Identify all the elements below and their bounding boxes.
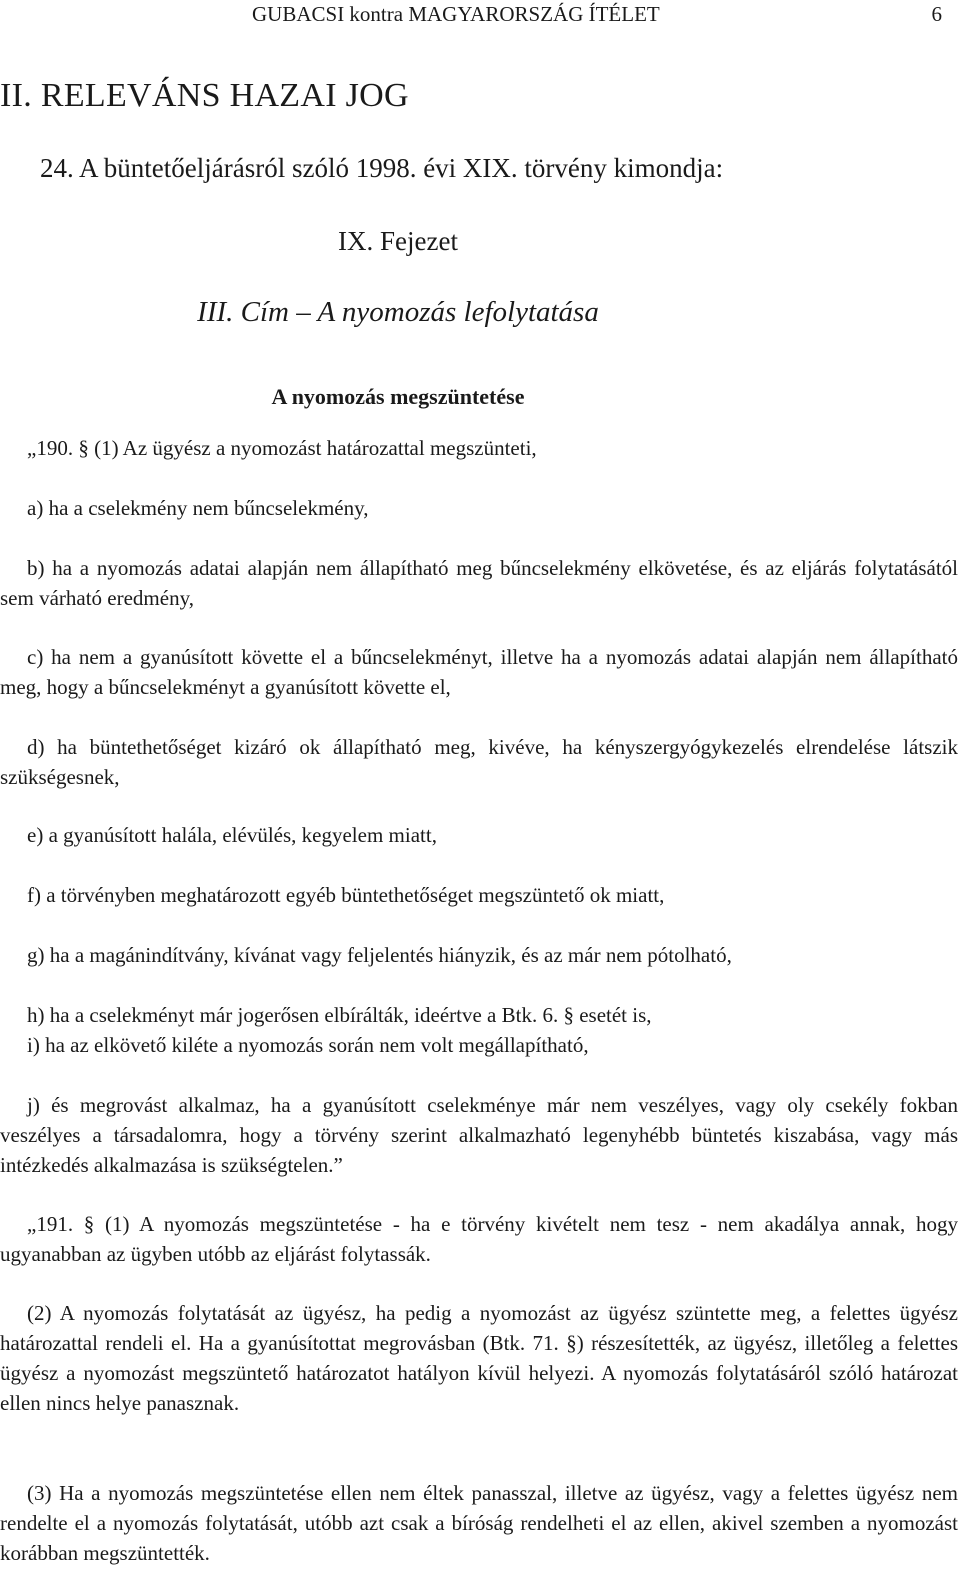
paragraph-191-3: (3) Ha a nyomozás megszüntetése ellen nem éltek panasszal, illetve az ügyész, vagy a felettes ügyész nem rendelte el a nyomozás folytatását, utóbb azt csak a bíróság rendelheti el az ellen, akivel szemben a nyomozást korábban megszüntették. [0, 1481, 958, 1565]
chapter-title: III. Cím – A nyomozás lefolytatása [197, 296, 599, 328]
section-subtitle: A nyomozás megszüntetése [271, 384, 525, 409]
page-number: 6 [931, 2, 942, 26]
paragraph-190-i: i) ha az elkövető kiléte a nyomozás során nem volt megállapítható, [27, 1033, 589, 1057]
paragraph-191-1: „191. § (1) A nyomozás megszüntetése - ha e törvény kivételt nem tesz - nem akadálya annak, hogy ugyanabban az ügyben utóbb az eljárást folytassák. [0, 1212, 958, 1266]
paragraph-190-g: g) ha a magánindítvány, kívánat vagy feljelentés hiányzik, és az már nem pótolható, [27, 943, 732, 967]
paragraph-191-2: (2) A nyomozás folytatását az ügyész, ha pedig a nyomozást az ügyész szüntette meg, a felettes ügyész határozattal rendeli el. Ha a gyanúsítottat megrovásban (Btk. 71. §) részesítették, az ügyész, illetőleg a felettes ügyész a nyomozást megszüntető határozatot hatályon kívül helyezi. A nyomozás folytatásáról szóló határozat ellen nincs helye panasznak. [0, 1301, 958, 1415]
paragraph-190-j: j) és megrovást alkalmaz, ha a gyanúsított cselekménye már nem veszélyes, vagy oly csekély fokban veszélyes a társadalomra, hogy a törvény szerint alkalmazható legenyhébb büntetés kiszabása, vagy más intézkedés alkalmazása is szükségtelen.” [0, 1093, 958, 1177]
paragraph-190-f: f) a törvényben meghatározott egyéb büntethetőséget megszüntető ok miatt, [27, 883, 665, 907]
paragraph-190-d: d) ha büntethetőséget kizáró ok állapítható meg, kivéve, ha kényszergyógykezelés elrendelése látszik szükségesnek, [0, 735, 958, 789]
section-heading: II. RELEVÁNS HAZAI JOG [0, 77, 409, 114]
paragraph-190-c: c) ha nem a gyanúsított követte el a bűncselekményt, illetve ha a nyomozás adatai alapján nem állapítható meg, hogy a bűncselekményt a gyanúsított követte el, [0, 645, 958, 699]
paragraph-190: „190. § (1) Az ügyész a nyomozást határozattal megszünteti, [27, 436, 537, 460]
paragraph-190-b: b) ha a nyomozás adatai alapján nem állapítható meg bűncselekmény elkövetése, és az eljárás folytatásától sem várható eredmény, [0, 556, 958, 610]
paragraph-190-e: e) a gyanúsított halála, elévülés, kegyelem miatt, [27, 823, 437, 847]
paragraph-190-a: a) ha a cselekmény nem bűncselekmény, [27, 496, 369, 520]
intro-paragraph: 24. A büntetőeljárásról szóló 1998. évi XIX. törvény kimondja: [40, 153, 724, 183]
header-title: GUBACSI kontra MAGYARORSZÁG ÍTÉLET [252, 2, 660, 26]
chapter-heading: IX. Fejezet [338, 226, 458, 256]
paragraph-190-h: h) ha a cselekményt már jogerősen elbírálták, ideértve a Btk. 6. § esetét is, [27, 1003, 652, 1027]
page-header [252, 2, 942, 32]
